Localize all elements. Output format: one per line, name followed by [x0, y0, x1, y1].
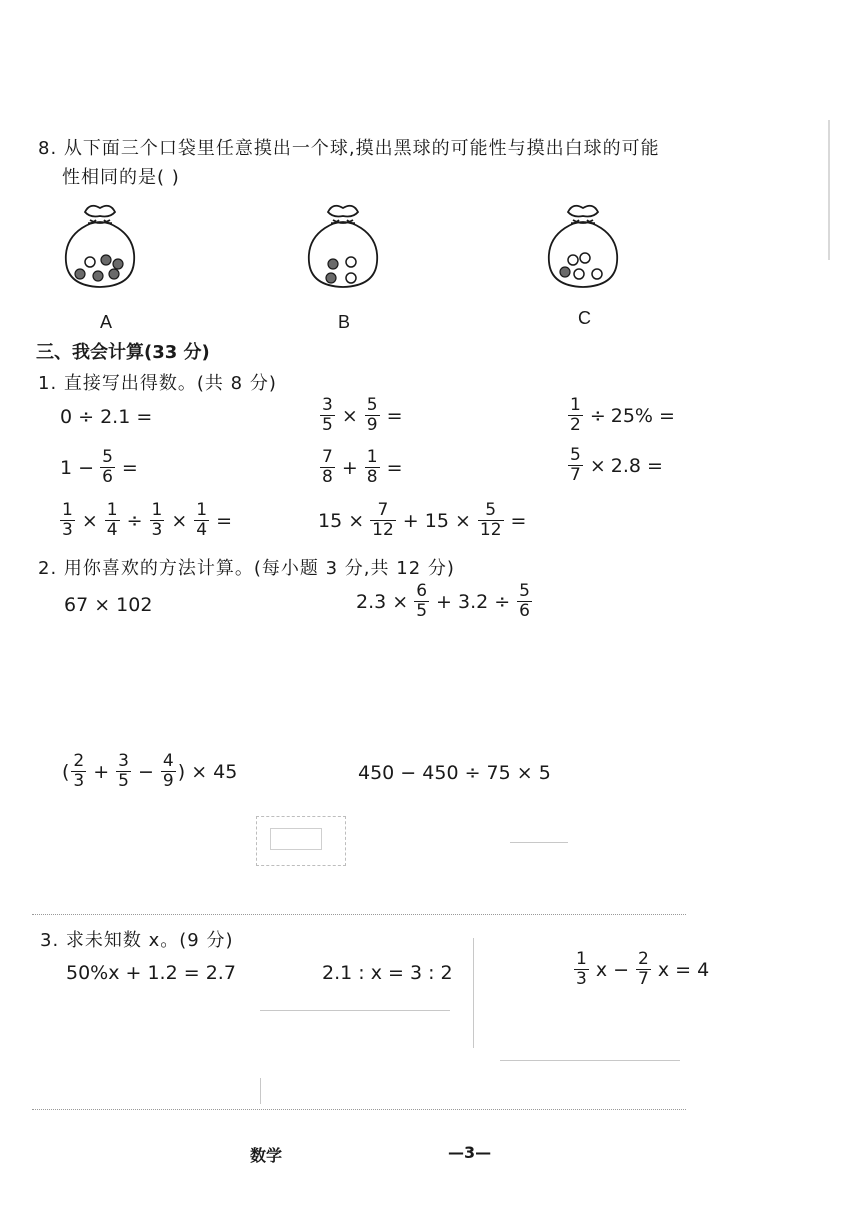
fraction: $\frac{4}{9}$	[162, 751, 174, 791]
scan-guide-line	[260, 1010, 450, 1011]
fraction: $\frac{2}{7}$	[638, 949, 649, 989]
question-8-line1: 8. 从下面三个口袋里任意摸出一个球,摸出黑球的可能性与摸出白球的可能	[38, 138, 660, 159]
part-2-title: 2. 用你喜欢的方法计算。(每小题 3 分,共 12 分)	[38, 558, 455, 579]
bag-c-label: C	[578, 308, 591, 328]
fraction: $\frac{5}{12}$	[479, 500, 502, 540]
fraction: $\frac{5}{7}$	[570, 445, 581, 485]
fraction: $\frac{1}{2}$	[570, 395, 581, 435]
bag-a-balls	[75, 255, 123, 281]
fraction: $\frac{5}{6}$	[102, 447, 113, 487]
bag-c-balls	[560, 253, 602, 279]
bag-b-illustration	[303, 200, 383, 295]
bag-c-illustration	[543, 200, 623, 295]
calc-1-6: $\frac{5}{7}$ × 2.8 =	[570, 445, 663, 485]
fraction: $\frac{1}{4}$	[196, 500, 208, 540]
fraction: $\frac{6}{5}$	[416, 581, 428, 621]
question-8-line2: 性相同的是( )	[62, 167, 180, 188]
fraction: $\frac{1}{4}$	[106, 500, 118, 540]
equation-2: 2.1 : x = 3 : 2	[322, 962, 453, 984]
scan-guide-line	[500, 1060, 680, 1061]
fraction: $\frac{7}{8}$	[322, 447, 333, 487]
fraction: $\frac{3}{5}$	[118, 751, 129, 791]
equation-3: $\frac{1}{3}$ x − $\frac{2}{7}$ x = 4	[576, 949, 710, 989]
scan-divider	[473, 938, 474, 1048]
calc-1-3: $\frac{1}{2}$ ÷ 25% =	[570, 395, 675, 435]
bag-b-balls	[326, 257, 356, 283]
page-number: —3—	[448, 1143, 492, 1162]
calc-1-8: 15 × $\frac{7}{12}$ + 15 × $\frac{5}{12}$ =	[318, 500, 527, 540]
calc-1-5: $\frac{7}{8}$ + $\frac{1}{8}$ =	[322, 447, 403, 487]
scan-artifact-inner	[270, 828, 322, 850]
fraction: $\frac{5}{6}$	[519, 581, 530, 621]
calc-2-2: 2.3 × $\frac{6}{5}$ + 3.2 ÷ $\frac{5}{6}$	[356, 581, 530, 621]
scan-edge-mark	[828, 120, 830, 260]
equation-1: 50%x + 1.2 = 2.7	[66, 962, 236, 984]
calc-2-1: 67 × 102	[64, 594, 153, 616]
fraction: $\frac{1}{3}$	[576, 949, 587, 989]
question-number: 8.	[38, 138, 58, 159]
calc-1-4: 1 − $\frac{5}{6}$ =	[60, 447, 138, 487]
fraction: $\frac{1}{3}$	[151, 500, 163, 540]
scan-artifact-line	[510, 842, 568, 843]
fraction: $\frac{2}{3}$	[73, 751, 85, 791]
fraction: $\frac{7}{12}$	[372, 500, 394, 540]
scan-guide-line	[260, 1078, 261, 1104]
calc-1-1: 0 ÷ 2.1 =	[60, 406, 153, 428]
calc-1-7: $\frac{1}{3}$ × $\frac{1}{4}$ ÷ $\frac{1}{3}$ × $\frac{1}{4}$ =	[62, 500, 232, 540]
fraction: $\frac{1}{8}$	[366, 447, 378, 487]
calc-2-4: 450 − 450 ÷ 75 × 5	[358, 762, 551, 784]
calc-2-3: ( $\frac{2}{3}$ + $\frac{3}{5}$ − $\frac{4}{9}$ ) × 45	[62, 751, 238, 791]
fraction: $\frac{1}{3}$	[62, 500, 73, 540]
section-3-title: 三、我会计算(33 分)	[36, 342, 210, 363]
bag-a-illustration	[60, 200, 140, 295]
calc-1-2: $\frac{3}{5}$ × $\frac{5}{9}$ =	[322, 395, 403, 435]
fraction: $\frac{5}{9}$	[366, 395, 378, 435]
footer-subject: 数学	[250, 1146, 283, 1165]
bag-b-label: B	[338, 312, 351, 332]
fraction: $\frac{3}{5}$	[322, 395, 333, 435]
part-1-title: 1. 直接写出得数。(共 8 分)	[38, 373, 277, 394]
bag-a-label: A	[100, 312, 113, 332]
part-3-title: 3. 求未知数 x。(9 分)	[40, 930, 234, 951]
